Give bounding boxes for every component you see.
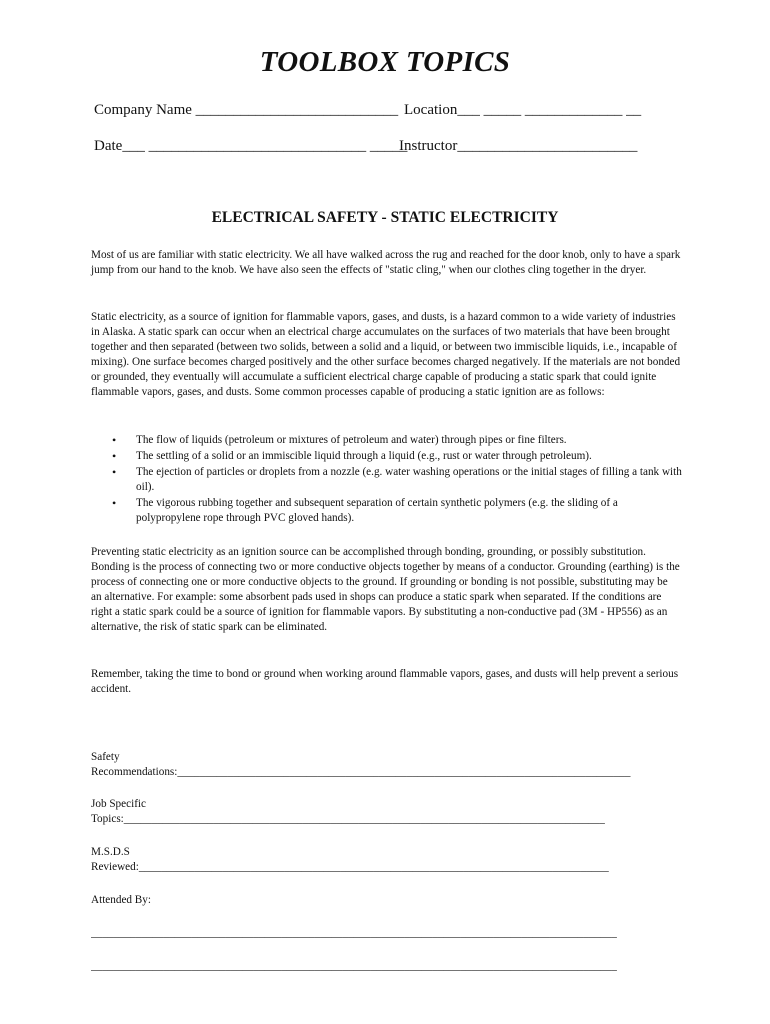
safety-recommendations-field: Recommendations:_________________________________________________________________________________ bbox=[91, 766, 631, 778]
date-field: Date___ _____________________________ _____ bbox=[94, 138, 408, 154]
job-specific-label: Job Specific bbox=[91, 798, 146, 810]
msds-label: M.S.D.S bbox=[91, 846, 130, 858]
attended-by-label: Attended By: bbox=[91, 894, 151, 906]
prevention-paragraph: Preventing static electricity as an ignition source can be accomplished through bonding, grounding, or possibly substitution. Bonding is the process of connecting two or more conductive objects together by means of a conductor. Grounding (earthing) is the process of connecting one or more conductive objects to the ground. If grounding or bonding is not possible, substituting may be an alternative. For example: some absorbent pads used in shops can produce a static spark when separated. If the conditions are right a static spark could be a source of ignition for flammable vapors. By substituting a non-conductive pad (3M - HP556) as an alternative, the risk of static spark can be eliminated. bbox=[91, 546, 680, 633]
location-field: Location___ _____ _____________ __ bbox=[404, 102, 642, 118]
bullet-icon: • bbox=[112, 449, 117, 463]
bullet-icon: • bbox=[112, 465, 117, 479]
list-item-text: The vigorous rubbing together and subsequent separation of certain synthetic polymers (e.g. the sliding of a polypropylene rope through PVC gloved hands). bbox=[136, 497, 618, 524]
list-item-text: The settling of a solid or an immiscible liquid through a liquid (e.g., rust or water through petroleum). bbox=[136, 450, 592, 462]
company-name-field: Company Name ___________________________ bbox=[94, 102, 399, 118]
list-item-text: The ejection of particles or droplets from a nozzle (e.g. water washing operations or the initial stages of filling a tank with oil). bbox=[136, 466, 682, 493]
instructor-field: Instructor________________________ bbox=[399, 138, 638, 154]
bullet-icon: • bbox=[112, 496, 117, 510]
bullet-icon: • bbox=[112, 433, 117, 447]
page-title: TOOLBOX TOPICS bbox=[259, 46, 511, 78]
list-item bbox=[110, 449, 685, 464]
hazard-paragraph: Static electricity, as a source of ignition for flammable vapors, gases, and dusts, is a hazard common to a wide variety of industries in Alaska. A static spark can occur when an electrical charge accumulates on the surfaces of two materials that have been brought together and then separated (between two solids, between a solid and a liquid, or between two immiscible liquids, i.e., incapable of mixing). One surface becomes charged positively and the other surface becomes charged negatively. If the materials are not bonded or grounded, they eventually will accumulate a sufficient electrical charge capable of producing a static spark that could ignite flammable vapors, gases, and dusts. Some common processes capable of producing a static ignition are as follows: bbox=[91, 311, 681, 398]
reminder-paragraph: Remember, taking the time to bond or ground when working around flammable vapors, gases, and dusts will help prevent a serious accident. bbox=[91, 668, 679, 695]
attendee-line: ______________________________________________________________________________________________ bbox=[91, 960, 617, 972]
list-item bbox=[110, 465, 685, 495]
list-item-text: The flow of liquids (petroleum or mixtures of petroleum and water) through pipes or fine filters. bbox=[136, 434, 567, 446]
list-item bbox=[110, 496, 685, 526]
list-item bbox=[110, 433, 685, 448]
job-specific-topics-field: Topics:______________________________________________________________________________________ bbox=[91, 813, 605, 825]
msds-reviewed-field: Reviewed:____________________________________________________________________________________ bbox=[91, 861, 609, 873]
document-title: ELECTRICAL SAFETY - STATIC ELECTRICITY bbox=[211, 209, 559, 226]
process-list bbox=[110, 433, 685, 527]
safety-label: Safety bbox=[91, 751, 120, 763]
attendee-line: ______________________________________________________________________________________________ bbox=[91, 927, 617, 939]
intro-paragraph: Most of us are familiar with static electricity. We all have walked across the rug and reached for the door knob, only to have a spark jump from our hand to the knob. We have also seen the effects of "static cling," when our clothes cling together in the dryer. bbox=[91, 249, 681, 276]
